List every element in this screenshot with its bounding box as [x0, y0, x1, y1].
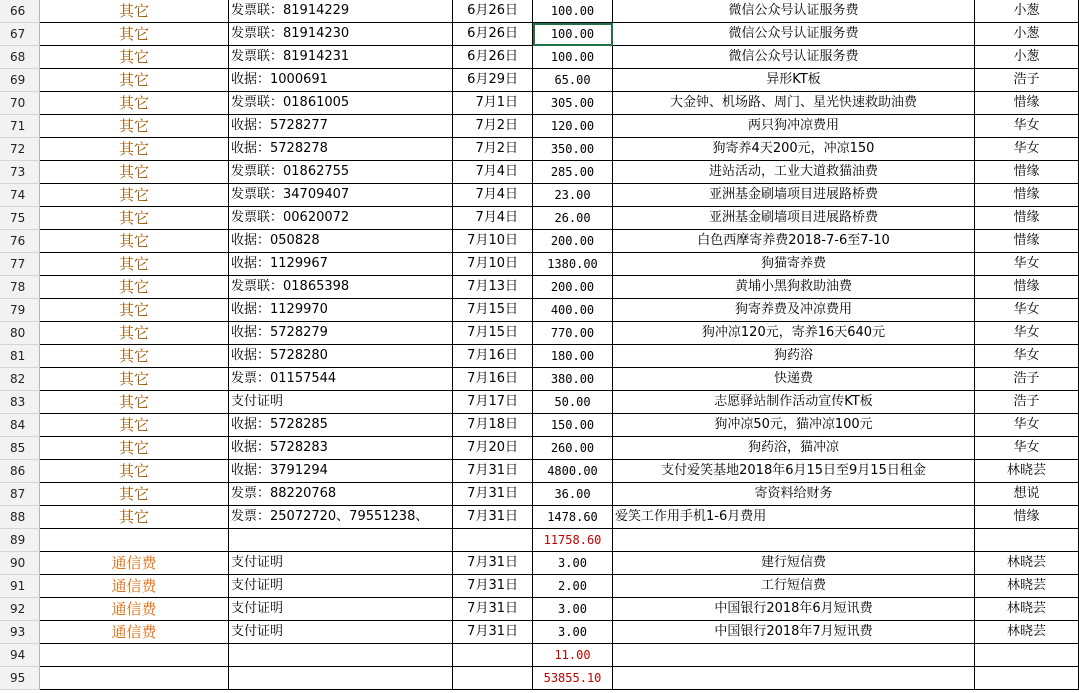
category-cell[interactable]: 其它 [40, 23, 229, 46]
row-header[interactable]: 85 [0, 437, 40, 460]
amount-cell[interactable]: 3.00 [533, 552, 613, 575]
row-header[interactable]: 69 [0, 69, 40, 92]
description-cell[interactable]: 中国银行2018年7月短讯费 [613, 621, 975, 644]
document-number-cell[interactable]: 发票联：81914230 [229, 23, 453, 46]
date-cell[interactable]: 7月31日 [453, 552, 533, 575]
category-cell[interactable]: 其它 [40, 506, 229, 529]
amount-cell[interactable]: 770.00 [533, 322, 613, 345]
date-cell[interactable]: 6月26日 [453, 46, 533, 69]
description-cell[interactable]: 亚洲基金刷墙项目进展路桥费 [613, 207, 975, 230]
date-cell[interactable]: 7月31日 [453, 598, 533, 621]
category-cell[interactable] [40, 667, 229, 690]
table-row [0, 322, 1079, 345]
description-cell[interactable]: 微信公众号认证服务费 [613, 23, 975, 46]
category-cell[interactable]: 其它 [40, 437, 229, 460]
row-header[interactable]: 76 [0, 230, 40, 253]
date-cell[interactable]: 7月31日 [453, 575, 533, 598]
row-header[interactable]: 80 [0, 322, 40, 345]
description-cell[interactable]: 寄资料给财务 [613, 483, 975, 506]
date-cell[interactable]: 7月31日 [453, 621, 533, 644]
person-cell[interactable]: 华女 [975, 138, 1079, 161]
document-number-cell[interactable] [229, 644, 453, 667]
description-cell[interactable]: 微信公众号认证服务费 [613, 46, 975, 69]
category-cell[interactable] [40, 644, 229, 667]
row-header[interactable]: 90 [0, 552, 40, 575]
date-cell[interactable]: 6月26日 [453, 0, 533, 23]
document-number-cell[interactable]: 收据：5728277 [229, 115, 453, 138]
date-cell[interactable]: 7月18日 [453, 414, 533, 437]
amount-cell[interactable]: 1380.00 [533, 253, 613, 276]
amount-cell[interactable]: 400.00 [533, 299, 613, 322]
row-header[interactable]: 95 [0, 667, 40, 690]
amount-cell[interactable]: 4800.00 [533, 460, 613, 483]
category-cell[interactable]: 其它 [40, 92, 229, 115]
description-cell[interactable]: 爱笑工作用手机1-6月费用 [613, 506, 975, 529]
document-number-cell[interactable]: 收据：5728280 [229, 345, 453, 368]
document-number-cell[interactable]: 发票联：81914231 [229, 46, 453, 69]
row-header[interactable]: 66 [0, 0, 40, 23]
row-header[interactable]: 93 [0, 621, 40, 644]
document-number-cell[interactable]: 支付证明 [229, 552, 453, 575]
description-cell[interactable]: 狗寄养费及冲凉费用 [613, 299, 975, 322]
table-row [0, 161, 1079, 184]
person-cell[interactable]: 浩子 [975, 391, 1079, 414]
row-header[interactable]: 88 [0, 506, 40, 529]
row-header[interactable]: 92 [0, 598, 40, 621]
document-number-cell[interactable]: 收据：1129967 [229, 253, 453, 276]
table-row [0, 23, 1079, 46]
document-number-cell[interactable]: 发票联：00620072 [229, 207, 453, 230]
amount-cell[interactable]: 380.00 [533, 368, 613, 391]
table-row [0, 552, 1079, 575]
table-row [0, 92, 1079, 115]
person-cell[interactable] [975, 644, 1079, 667]
row-header[interactable]: 84 [0, 414, 40, 437]
date-cell[interactable]: 7月13日 [453, 276, 533, 299]
document-number-cell[interactable]: 发票联：01862755 [229, 161, 453, 184]
row-header[interactable]: 78 [0, 276, 40, 299]
date-cell[interactable]: 7月16日 [453, 368, 533, 391]
person-cell[interactable]: 浩子 [975, 368, 1079, 391]
person-cell[interactable]: 小葱 [975, 0, 1079, 23]
table-row [0, 207, 1079, 230]
category-cell[interactable]: 其它 [40, 299, 229, 322]
description-cell[interactable]: 狗药浴，猫冲凉 [613, 437, 975, 460]
category-cell[interactable]: 通信费 [40, 575, 229, 598]
category-cell[interactable]: 其它 [40, 161, 229, 184]
table-row [0, 184, 1079, 207]
category-cell[interactable]: 其它 [40, 483, 229, 506]
row-header[interactable]: 75 [0, 207, 40, 230]
document-number-cell[interactable]: 收据：5728283 [229, 437, 453, 460]
amount-cell[interactable]: 1478.60 [533, 506, 613, 529]
document-number-cell[interactable]: 收据：050828 [229, 230, 453, 253]
person-cell[interactable] [975, 529, 1079, 552]
row-header[interactable]: 81 [0, 345, 40, 368]
date-cell[interactable] [453, 667, 533, 690]
date-cell[interactable]: 7月2日 [453, 138, 533, 161]
description-cell[interactable] [613, 644, 975, 667]
row-header[interactable]: 73 [0, 161, 40, 184]
row-header[interactable]: 82 [0, 368, 40, 391]
description-cell[interactable] [613, 667, 975, 690]
category-cell[interactable]: 其它 [40, 46, 229, 69]
table-row [0, 598, 1079, 621]
date-cell[interactable]: 7月16日 [453, 345, 533, 368]
row-header[interactable]: 89 [0, 529, 40, 552]
row-header[interactable]: 68 [0, 46, 40, 69]
amount-cell[interactable]: 350.00 [533, 138, 613, 161]
table-row [0, 368, 1079, 391]
document-number-cell[interactable]: 收据：5728285 [229, 414, 453, 437]
category-cell[interactable]: 其它 [40, 414, 229, 437]
description-cell[interactable]: 白色西摩寄养费2018-7-6至7-10 [613, 230, 975, 253]
person-cell[interactable]: 惜缘 [975, 161, 1079, 184]
date-cell[interactable]: 7月1日 [453, 92, 533, 115]
table-row [0, 230, 1079, 253]
row-header[interactable]: 74 [0, 184, 40, 207]
category-cell[interactable]: 其它 [40, 391, 229, 414]
description-cell[interactable]: 工行短信费 [613, 575, 975, 598]
date-cell[interactable]: 6月29日 [453, 69, 533, 92]
category-cell[interactable]: 其它 [40, 253, 229, 276]
category-cell[interactable]: 通信费 [40, 598, 229, 621]
date-cell[interactable]: 7月20日 [453, 437, 533, 460]
description-cell[interactable]: 狗猫寄养费 [613, 253, 975, 276]
table-row [0, 437, 1079, 460]
description-cell[interactable]: 狗冲凉120元，寄养16天640元 [613, 322, 975, 345]
document-number-cell[interactable]: 收据：5728279 [229, 322, 453, 345]
row-header[interactable]: 79 [0, 299, 40, 322]
person-cell[interactable]: 惜缘 [975, 207, 1079, 230]
person-cell[interactable]: 华女 [975, 414, 1079, 437]
category-cell[interactable]: 其它 [40, 322, 229, 345]
row-header[interactable]: 83 [0, 391, 40, 414]
person-cell[interactable] [975, 667, 1079, 690]
category-cell[interactable]: 其它 [40, 115, 229, 138]
amount-cell[interactable]: 11.00 [533, 644, 613, 667]
description-cell[interactable]: 黄埔小黑狗救助油费 [613, 276, 975, 299]
category-cell[interactable]: 通信费 [40, 552, 229, 575]
table-row [0, 115, 1079, 138]
person-cell[interactable]: 华女 [975, 322, 1079, 345]
date-cell[interactable] [453, 529, 533, 552]
category-cell[interactable]: 其它 [40, 0, 229, 23]
document-number-cell[interactable]: 支付证明 [229, 575, 453, 598]
row-header[interactable]: 87 [0, 483, 40, 506]
date-cell[interactable]: 7月2日 [453, 115, 533, 138]
person-cell[interactable]: 林晓芸 [975, 575, 1079, 598]
date-cell[interactable]: 6月26日 [453, 23, 533, 46]
description-cell[interactable]: 狗药浴 [613, 345, 975, 368]
description-cell[interactable]: 进站活动，工业大道救猫油费 [613, 161, 975, 184]
table-row [0, 138, 1079, 161]
date-cell[interactable]: 7月4日 [453, 207, 533, 230]
amount-cell[interactable]: 26.00 [533, 207, 613, 230]
description-cell[interactable]: 异形KT板 [613, 69, 975, 92]
person-cell[interactable]: 林晓芸 [975, 621, 1079, 644]
person-cell[interactable]: 小葱 [975, 23, 1079, 46]
description-cell[interactable]: 亚洲基金刷墙项目进展路桥费 [613, 184, 975, 207]
person-cell[interactable]: 林晓芸 [975, 598, 1079, 621]
document-number-cell[interactable]: 支付证明 [229, 391, 453, 414]
category-cell[interactable] [40, 529, 229, 552]
row-header[interactable]: 86 [0, 460, 40, 483]
person-cell[interactable]: 惜缘 [975, 92, 1079, 115]
date-cell[interactable]: 7月17日 [453, 391, 533, 414]
table-row [0, 46, 1079, 69]
document-number-cell[interactable]: 支付证明 [229, 598, 453, 621]
description-cell[interactable]: 微信公众号认证服务费 [613, 0, 975, 23]
row-header[interactable]: 67 [0, 23, 40, 46]
table-row [0, 460, 1079, 483]
category-cell[interactable]: 其它 [40, 230, 229, 253]
document-number-cell[interactable]: 发票联：01865398 [229, 276, 453, 299]
document-number-cell[interactable]: 收据：1129970 [229, 299, 453, 322]
table-row [0, 0, 1079, 23]
amount-cell[interactable]: 3.00 [533, 621, 613, 644]
category-cell[interactable]: 其它 [40, 207, 229, 230]
table-row [0, 667, 1079, 690]
amount-cell[interactable]: 100.00 [533, 46, 613, 69]
amount-cell[interactable]: 23.00 [533, 184, 613, 207]
amount-cell[interactable]: 36.00 [533, 483, 613, 506]
amount-cell[interactable]: 260.00 [533, 437, 613, 460]
amount-cell[interactable]: 50.00 [533, 391, 613, 414]
document-number-cell[interactable]: 发票：01157544 [229, 368, 453, 391]
category-cell[interactable]: 其它 [40, 276, 229, 299]
description-cell[interactable]: 狗寄养4天200元，冲凉150 [613, 138, 975, 161]
row-header[interactable]: 72 [0, 138, 40, 161]
amount-cell[interactable]: 2.00 [533, 575, 613, 598]
person-cell[interactable]: 华女 [975, 253, 1079, 276]
amount-cell[interactable]: 150.00 [533, 414, 613, 437]
table-row [0, 391, 1079, 414]
document-number-cell[interactable]: 发票：88220768 [229, 483, 453, 506]
table-row [0, 69, 1079, 92]
date-cell[interactable]: 7月15日 [453, 299, 533, 322]
person-cell[interactable]: 林晓芸 [975, 460, 1079, 483]
amount-cell[interactable]: 120.00 [533, 115, 613, 138]
document-number-cell[interactable]: 收据：1000691 [229, 69, 453, 92]
table-row [0, 644, 1079, 667]
table-row [0, 483, 1079, 506]
date-cell[interactable]: 7月31日 [453, 460, 533, 483]
date-cell[interactable]: 7月4日 [453, 184, 533, 207]
document-number-cell[interactable]: 收据：3791294 [229, 460, 453, 483]
table-row [0, 253, 1079, 276]
person-cell[interactable]: 惜缘 [975, 276, 1079, 299]
amount-cell[interactable]: 53855.10 [533, 667, 613, 690]
row-header[interactable]: 94 [0, 644, 40, 667]
row-header[interactable]: 77 [0, 253, 40, 276]
category-cell[interactable]: 其它 [40, 69, 229, 92]
person-cell[interactable]: 惜缘 [975, 230, 1079, 253]
date-cell[interactable]: 7月31日 [453, 506, 533, 529]
amount-cell[interactable]: 200.00 [533, 230, 613, 253]
amount-cell[interactable]: 200.00 [533, 276, 613, 299]
table-row [0, 345, 1079, 368]
amount-cell[interactable]: 11758.60 [533, 529, 613, 552]
description-cell[interactable]: 中国银行2018年6月短讯费 [613, 598, 975, 621]
amount-cell[interactable]: 180.00 [533, 345, 613, 368]
date-cell[interactable]: 7月10日 [453, 253, 533, 276]
amount-cell[interactable]: 285.00 [533, 161, 613, 184]
category-cell[interactable]: 其它 [40, 138, 229, 161]
person-cell[interactable]: 华女 [975, 115, 1079, 138]
amount-cell[interactable]: 65.00 [533, 69, 613, 92]
category-cell[interactable]: 其它 [40, 184, 229, 207]
date-cell[interactable] [453, 644, 533, 667]
document-number-cell[interactable] [229, 667, 453, 690]
category-cell[interactable]: 其它 [40, 368, 229, 391]
category-cell[interactable]: 其它 [40, 345, 229, 368]
document-number-cell[interactable]: 收据：5728278 [229, 138, 453, 161]
description-cell[interactable]: 建行短信费 [613, 552, 975, 575]
date-cell[interactable]: 7月31日 [453, 483, 533, 506]
category-cell[interactable]: 通信费 [40, 621, 229, 644]
amount-cell[interactable]: 3.00 [533, 598, 613, 621]
description-cell[interactable]: 快递费 [613, 368, 975, 391]
person-cell[interactable]: 林晓芸 [975, 552, 1079, 575]
row-header[interactable]: 70 [0, 92, 40, 115]
amount-cell[interactable]: 100.00 [533, 0, 613, 23]
category-cell[interactable]: 其它 [40, 460, 229, 483]
document-number-cell[interactable]: 发票联：81914229 [229, 0, 453, 23]
document-number-cell[interactable]: 发票：25072720、79551238、 [229, 506, 453, 529]
document-number-cell[interactable] [229, 529, 453, 552]
amount-cell[interactable]: 100.00 [533, 23, 613, 46]
row-header[interactable]: 71 [0, 115, 40, 138]
description-cell[interactable]: 狗冲凉50元，猫冲凉100元 [613, 414, 975, 437]
description-cell[interactable]: 大金钟、机场路、周门、星光快速救助油费 [613, 92, 975, 115]
person-cell[interactable]: 浩子 [975, 69, 1079, 92]
date-cell[interactable]: 7月15日 [453, 322, 533, 345]
table-row [0, 506, 1079, 529]
description-cell[interactable]: 志愿驿站制作活动宣传KT板 [613, 391, 975, 414]
person-cell[interactable]: 想说 [975, 483, 1079, 506]
person-cell[interactable]: 华女 [975, 299, 1079, 322]
description-cell[interactable] [613, 529, 975, 552]
table-row [0, 621, 1079, 644]
description-cell[interactable]: 两只狗冲凉费用 [613, 115, 975, 138]
person-cell[interactable]: 华女 [975, 345, 1079, 368]
description-cell[interactable]: 支付爱笑基地2018年6月15日至9月15日租金 [613, 460, 975, 483]
table-row [0, 414, 1079, 437]
person-cell[interactable]: 华女 [975, 437, 1079, 460]
table-row [0, 529, 1079, 552]
table-row [0, 276, 1079, 299]
person-cell[interactable]: 惜缘 [975, 506, 1079, 529]
row-header[interactable]: 91 [0, 575, 40, 598]
person-cell[interactable]: 惜缘 [975, 184, 1079, 207]
table-row [0, 299, 1079, 322]
document-number-cell[interactable]: 发票联：01861005 [229, 92, 453, 115]
document-number-cell[interactable]: 发票联：34709407 [229, 184, 453, 207]
amount-cell[interactable]: 305.00 [533, 92, 613, 115]
date-cell[interactable]: 7月10日 [453, 230, 533, 253]
person-cell[interactable]: 小葱 [975, 46, 1079, 69]
document-number-cell[interactable]: 支付证明 [229, 621, 453, 644]
table-row [0, 575, 1079, 598]
date-cell[interactable]: 7月4日 [453, 161, 533, 184]
